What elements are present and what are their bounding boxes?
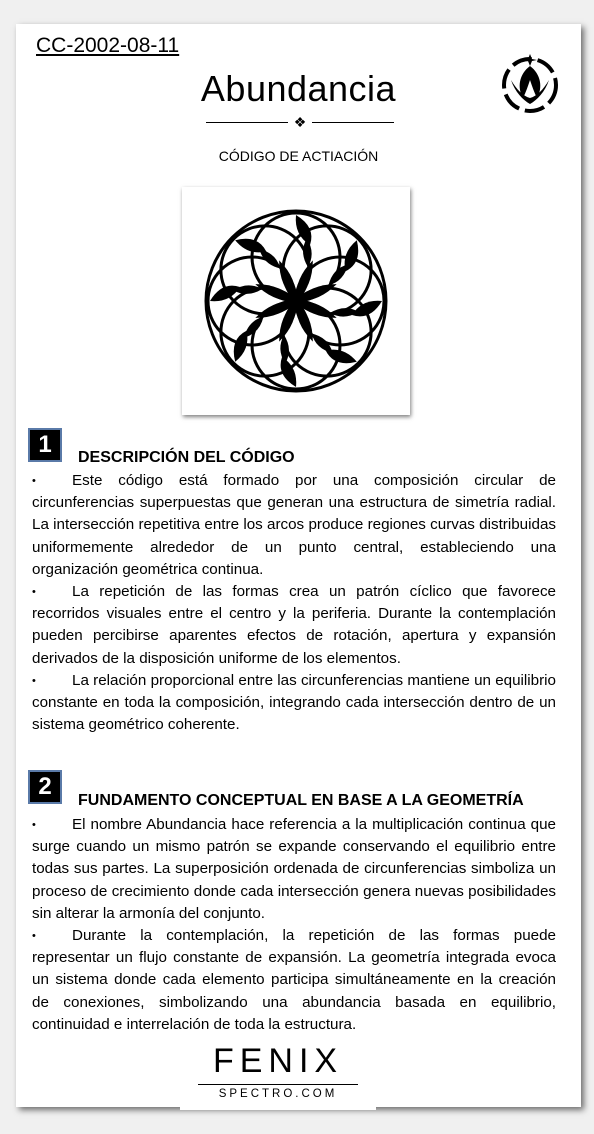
section-2-number: 2: [28, 770, 62, 804]
bullet-icon: •: [32, 586, 36, 599]
footer-logo: FENIX: [212, 1042, 344, 1080]
section-1-paragraph: • La repetición de las formas crea un patrón cíclico que favorece recorridos visuales entre el centro y la periferia. Durante la contemplación pueden percibirse aparentes efectos de rotación, apertura y expansión derivados de la disposición uniforme de los elementos.: [32, 583, 556, 667]
diamond-ornament-icon: ❖: [293, 114, 307, 130]
bullet-icon: •: [32, 475, 36, 487]
code-card: [16, 24, 581, 1107]
section-2-body: [32, 814, 556, 1036]
section-2-paragraph: • El nombre Abundancia hace referencia a la multiplicación continua que surge cuando un mismo patrón se expande conservando el equilibrio entre todas sus partes. La superposición ordenada de circunferencias simboliza un proceso de crecimiento donde cada intersección genera nuevas posibilidades sin alterar la armonía del conjunto.: [32, 816, 556, 922]
circle-mandala-icon: [182, 187, 410, 415]
footer-divider: [198, 1084, 358, 1085]
footer-website: SPECTRO.COM: [218, 1088, 338, 1100]
code-id: CC-2002-08-11: [36, 34, 180, 57]
mandala-image: [182, 187, 410, 415]
bullet-icon: •: [32, 819, 36, 831]
section-1-body: [32, 470, 556, 736]
footer-brand: [180, 1040, 376, 1110]
section-1-number: 1: [28, 428, 62, 462]
section-1-paragraph: • Este código está formado por una composición circular de circunferencias superpuestas que generan una estructura de simetría radial. La intersección repetitiva entre los arcos produce regiones curvas distribuidas uniformemente alrededor de un punto central, estableciendo una organización geométrica continua.: [32, 472, 556, 578]
bullet-icon: •: [32, 674, 36, 687]
section-1-paragraph: • La relación proporcional entre las circunferencias mantiene un equilibrio constante en toda la composición, integrando cada intersección dentro de un sistema geométrico coherente.: [32, 671, 556, 734]
bullet-icon: •: [32, 930, 36, 943]
phoenix-logo-icon: [499, 52, 561, 114]
page-subtitle: CÓDIGO DE ACTIACIÓN: [218, 148, 379, 164]
title-divider: [206, 114, 394, 130]
section-2-title: FUNDAMENTO CONCEPTUAL EN BASE A LA GEOMETRÍA: [78, 792, 524, 809]
section-1-title: DESCRIPCIÓN DEL CÓDIGO: [78, 449, 295, 466]
section-2-paragraph: • Durante la contemplación, la repetición de las formas puede representar un flujo constante de expansión. La geometría integrada evoca un sistema donde cada elemento participa simultáneamente en la creación de conexiones, simbolizando una abundancia basada en equilibrio, continuidad e interrelación de toda la estructura.: [32, 927, 556, 1033]
page-title: Abundancia: [200, 68, 397, 109]
